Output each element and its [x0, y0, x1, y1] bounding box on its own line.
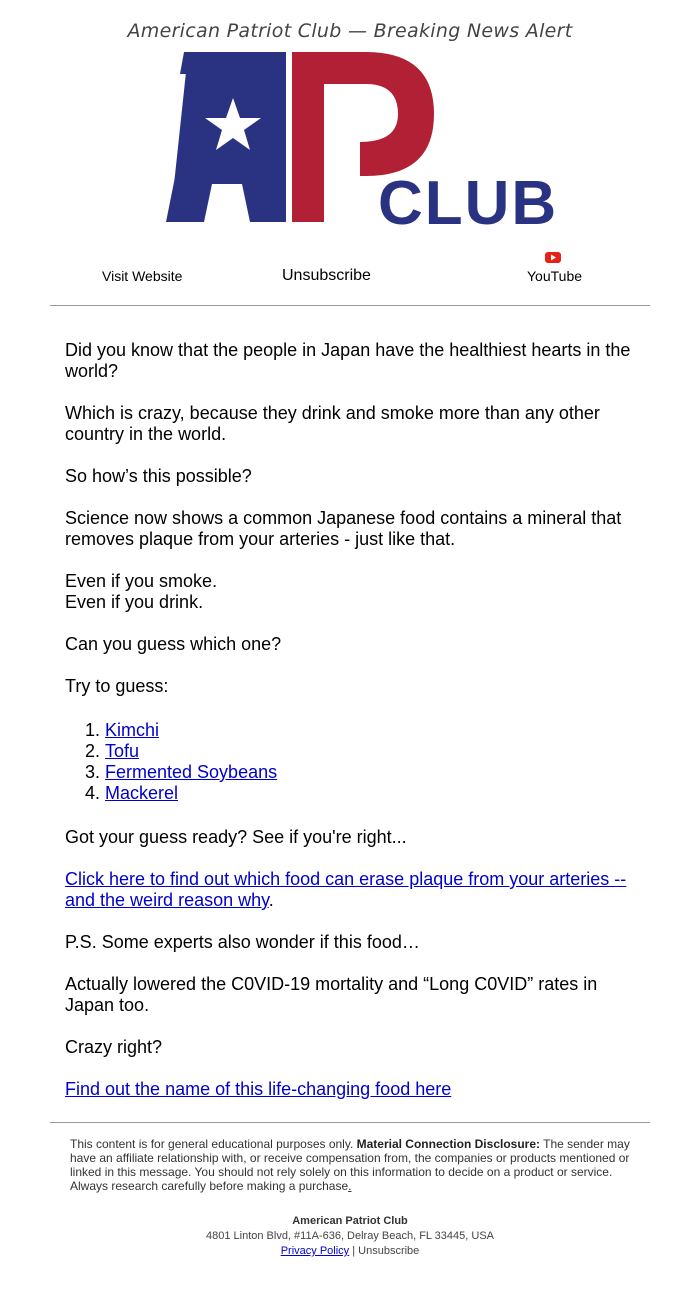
- guess-options-list: [105, 720, 640, 804]
- email-header-title: American Patriot Club — Breaking News Alert: [127, 20, 573, 42]
- option-link-tofu[interactable]: Tofu: [105, 741, 140, 761]
- list-item: [105, 783, 640, 804]
- paragraph-line: Even if you smoke.: [65, 571, 218, 591]
- paragraph: P.S. Some experts also wonder if this food…: [65, 932, 420, 952]
- paragraph: Which is crazy, because they drink and smoke more than any other country in the world.: [65, 403, 600, 444]
- youtube-icon[interactable]: [545, 252, 561, 263]
- option-link-mackerel[interactable]: Mackerel: [105, 783, 179, 803]
- youtube-link[interactable]: YouTube: [527, 268, 583, 284]
- email-nav: [50, 250, 650, 290]
- final-cta-link[interactable]: Find out the name of this life-changing food here: [65, 1079, 452, 1099]
- cta-suffix: .: [268, 890, 274, 910]
- paragraph: Got your guess ready? See if you're right...: [65, 827, 407, 847]
- ap-club-logo: [166, 52, 559, 238]
- option-link-fermented-soybeans[interactable]: Fermented Soybeans: [105, 762, 278, 782]
- divider-top: [50, 305, 650, 306]
- paragraph: So how’s this possible?: [65, 466, 252, 486]
- paragraph: Crazy right?: [65, 1037, 163, 1057]
- disclaimer-text: The sender may have an affiliate relationship with, or receive compensation from, the companies or products mentioned or linked in this message. You should not rely solely on this information to decide on a product or service. Always research carefully before making a purchase: [70, 1137, 630, 1193]
- paragraph: Try to guess:: [65, 676, 169, 696]
- list-item: [105, 720, 640, 741]
- paragraph: Did you know that the people in Japan have the healthiest hearts in the world?: [65, 340, 631, 381]
- logo-wordmark: CLUB: [378, 169, 559, 238]
- footer-org: American Patriot Club: [292, 1215, 408, 1227]
- paragraph: Science now shows a common Japanese food contains a mineral that removes plaque from your arteries - just like that.: [65, 508, 622, 549]
- option-link-kimchi[interactable]: Kimchi: [105, 720, 160, 740]
- footer: [0, 1214, 700, 1259]
- email-body: [65, 340, 640, 1121]
- disclaimer: [70, 1137, 635, 1193]
- paragraph: [65, 1079, 640, 1100]
- footer-separator: |: [349, 1245, 359, 1257]
- paragraph: Actually lowered the C0VID-19 mortality and “Long C0VID” rates in Japan too.: [65, 974, 598, 1015]
- disclaimer-period-link[interactable]: .: [348, 1179, 352, 1193]
- privacy-policy-link[interactable]: Privacy Policy: [280, 1245, 350, 1257]
- footer-links: [0, 1244, 700, 1259]
- paragraph: Can you guess which one?: [65, 634, 282, 654]
- paragraph-line: Even if you drink.: [65, 592, 204, 612]
- divider-bottom: [50, 1122, 650, 1123]
- visit-website-link[interactable]: Visit Website: [102, 268, 183, 284]
- list-item: [105, 741, 640, 762]
- disclaimer-label: Material Connection Disclosure:: [356, 1137, 540, 1151]
- unsubscribe-link[interactable]: Unsubscribe: [282, 267, 371, 284]
- disclaimer-intro: This content is for general educational purposes only.: [70, 1137, 357, 1151]
- paragraph: [65, 869, 640, 911]
- cta-link[interactable]: Click here to find out which food can erase plaque from your arteries -- and the weird reason why: [65, 869, 627, 910]
- footer-unsubscribe-link[interactable]: Unsubscribe: [358, 1245, 420, 1257]
- footer-address: 4801 Linton Blvd, #11A-636, Delray Beach, FL 33445, USA: [205, 1230, 494, 1242]
- list-item: [105, 762, 640, 783]
- paragraph: [65, 571, 640, 613]
